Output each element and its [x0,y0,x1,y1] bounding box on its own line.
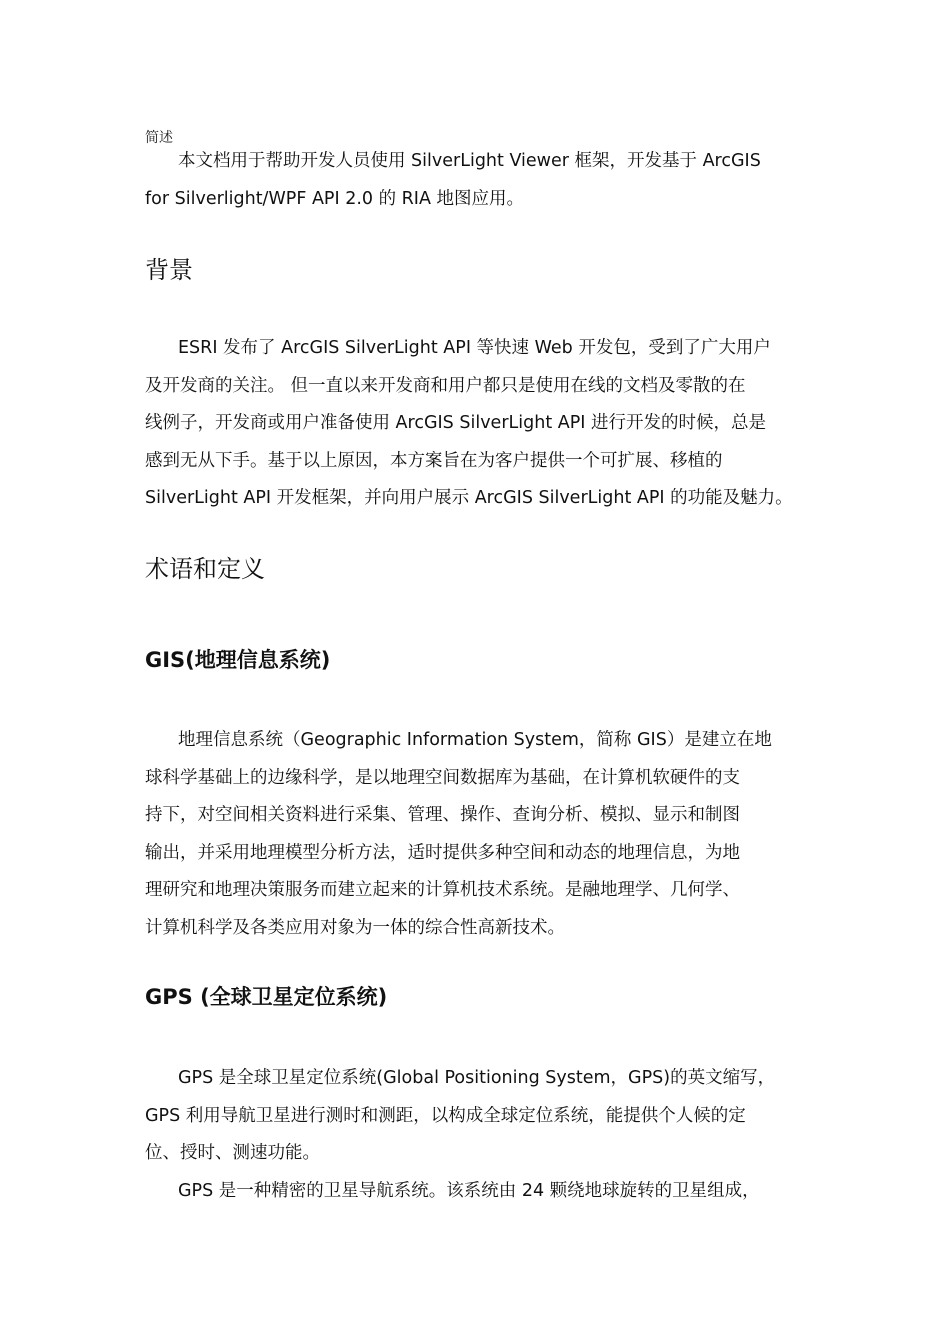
gis-line: 地理信息系统（Geographic Information System，简称 GIS）是建立在地 [178,730,772,750]
gis-line: 理研究和地理决策服务而建立起来的计算机技术系统。是融地理学、几何学、 [145,880,740,900]
summary-label: 简述 [145,130,173,146]
background-line: 感到无从下手。基于以上原因，本方案旨在为客户提供一个可扩展、移植的 [145,450,723,471]
gps-line: 位、授时、测速功能。 [145,1143,320,1163]
gis-line: 持下，对空间相关资料进行采集、管理、操作、查询分析、模拟、显示和制图 [145,805,740,825]
background-line: ESRI 发布了 ArcGIS SilverLight API 等快速 Web 开发包，受到了广大用户 [178,338,771,358]
gis-paragraph [145,722,810,947]
terms-heading: 术语和定义 [145,555,265,583]
summary-paragraph [145,143,810,218]
gps-line: GPS 利用导航卫星进行测时和测距，以构成全球定位系统，能提供个人候的定 [145,1105,746,1126]
gis-line: 输出，并采用地理模型分析方法，适时提供多种空间和动态的地理信息，为地 [145,842,740,863]
background-paragraph [145,330,810,518]
background-line: SilverLight API 开发框架，并向用户展示 ArcGIS SilverLight API 的功能及魅力。 [145,488,793,508]
summary-line: 本文档用于帮助开发人员使用 SilverLight Viewer 框架，开发基于 ArcGIS [178,151,761,171]
gis-heading: GIS(地理信息系统) [145,648,331,672]
background-line: 线例子，开发商或用户准备使用 ArcGIS SilverLight API 进行开发的时候，总是 [145,413,766,433]
gis-line: 球科学基础上的边缘科学，是以地理空间数据库为基础，在计算机软硬件的支 [145,767,740,788]
gps-paragraph [145,1060,810,1210]
summary-line: for Silverlight/WPF API 2.0 的 RIA 地图应用。 [145,188,525,209]
gps-line: GPS 是一种精密的卫星导航系统。该系统由 24 颗绕地球旋转的卫星组成， [178,1180,760,1201]
gps-line: GPS 是全球卫星定位系统(Global Positioning System，GPS)的英文缩写， [178,1068,776,1088]
gis-line: 计算机科学及各类应用对象为一体的综合性高新技术。 [145,917,565,938]
gps-heading: GPS (全球卫星定位系统) [145,985,388,1009]
background-heading: 背景 [145,256,193,284]
background-line: 及开发商的关注。 但一直以来开发商和用户都只是使用在线的文档及零散的在 [145,375,746,396]
